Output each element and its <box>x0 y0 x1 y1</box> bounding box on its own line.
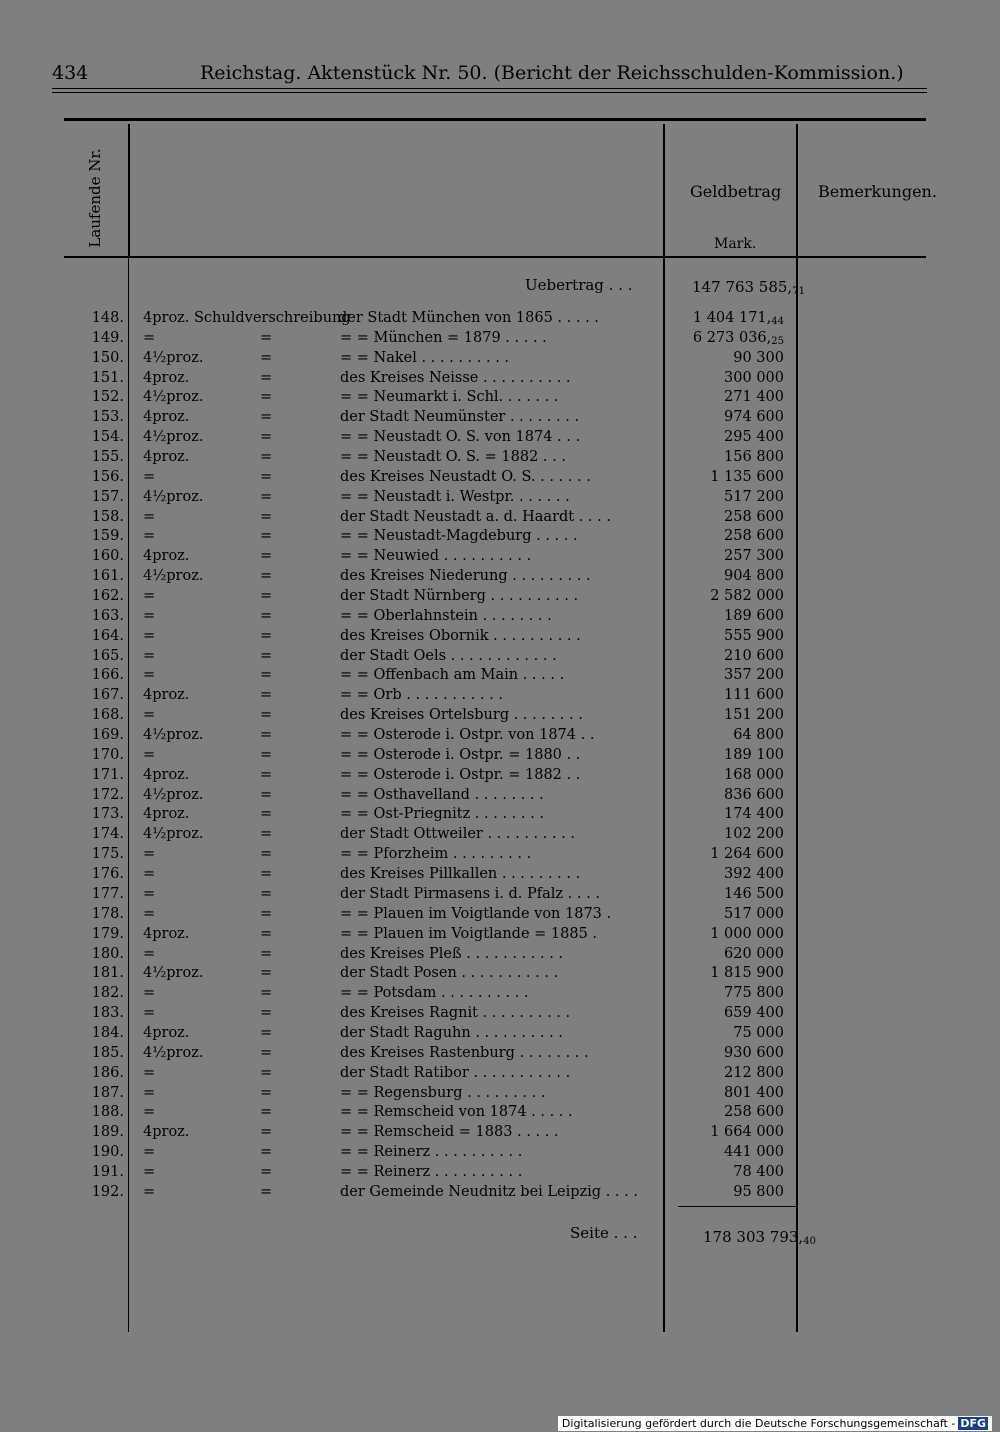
row-description: = = Regensburg . . . . . . . . . <box>340 1084 546 1101</box>
row-number: 150. <box>91 349 124 366</box>
row-interest-rate: = <box>143 468 156 485</box>
row-amount: 258 600 <box>724 1104 784 1121</box>
row-number: 184. <box>91 1024 124 1041</box>
row-interest-rate: = <box>143 846 156 863</box>
row-amount: 517 200 <box>724 488 784 505</box>
row-amount: 300 000 <box>724 369 784 386</box>
table-row <box>0 350 1000 370</box>
row-type: = <box>260 826 273 843</box>
row-description: der Stadt Posen . . . . . . . . . . . <box>340 965 559 982</box>
row-interest-rate: = <box>143 866 156 883</box>
row-interest-rate: 4proz. <box>143 310 190 326</box>
uebertrag-label: Uebertrag . . . <box>525 276 633 294</box>
row-type: = <box>260 846 273 863</box>
row-amount: 174 400 <box>724 806 784 823</box>
row-interest-rate: = <box>143 329 156 346</box>
table-row <box>0 1164 1000 1184</box>
row-type: = <box>260 1064 273 1081</box>
table-row <box>0 1184 1000 1204</box>
row-interest-rate: = <box>143 945 156 962</box>
header-rule-2 <box>52 92 927 93</box>
header-rule <box>52 88 927 89</box>
row-amount: 801 400 <box>724 1084 784 1101</box>
row-amount: 210 600 <box>724 647 784 664</box>
row-amount: 102 200 <box>724 826 784 843</box>
table-row <box>0 489 1000 509</box>
row-description: = = Oberlahnstein . . . . . . . . <box>340 607 552 624</box>
row-number: 164. <box>91 627 124 644</box>
table-row <box>0 370 1000 390</box>
row-amount: 1 664 000 <box>710 1124 784 1141</box>
row-amount: 75 000 <box>733 1024 784 1041</box>
row-number: 179. <box>91 925 124 942</box>
table-row <box>0 389 1000 409</box>
row-amount: 6 273 $036,_{25}$ <box>692 329 784 347</box>
row-number: 180. <box>91 945 124 962</box>
table-row <box>0 310 1000 330</box>
row-interest-rate: = <box>143 627 156 644</box>
row-type: = <box>260 1084 273 1101</box>
row-interest-rate: 4proz. <box>143 449 190 466</box>
row-type: = <box>260 1104 273 1121</box>
row-amount: 212 800 <box>724 1064 784 1081</box>
table-row <box>0 1005 1000 1025</box>
row-number: 165. <box>91 647 124 664</box>
row-description: = = Neustadt O. S. von 1874 . . . <box>340 429 581 446</box>
row-description: der Stadt Ottweiler . . . . . . . . . . <box>340 826 576 843</box>
table-row <box>0 509 1000 529</box>
row-interest-rate: 4½proz. <box>143 786 204 803</box>
table-row <box>0 747 1000 767</box>
row-description: = = Neustadt-Magdeburg . . . . . <box>340 528 578 545</box>
row-number: 192. <box>91 1183 124 1200</box>
row-type: = <box>260 1124 273 1141</box>
row-interest-rate: = <box>143 607 156 624</box>
row-number: 191. <box>91 1163 124 1180</box>
row-description: = = Nakel . . . . . . . . . . <box>340 349 510 366</box>
row-amount: 146 500 <box>724 885 784 902</box>
table-top-rule <box>64 118 926 121</box>
row-type: = <box>260 1005 273 1022</box>
row-type: = <box>260 647 273 664</box>
row-number: 157. <box>91 488 124 505</box>
row-interest-rate: = <box>143 1144 156 1161</box>
table-row <box>0 1124 1000 1144</box>
row-number: 173. <box>91 806 124 823</box>
table-row <box>0 1085 1000 1105</box>
row-description: = = Osthavelland . . . . . . . . <box>340 786 544 803</box>
row-amount: 111 600 <box>724 687 784 704</box>
row-type: Schuldverschreibung <box>194 310 351 326</box>
row-amount: 904 800 <box>724 568 784 585</box>
row-amount: 168 000 <box>724 766 784 783</box>
row-number: 154. <box>91 429 124 446</box>
row-number: 160. <box>91 548 124 565</box>
row-amount: 1 264 600 <box>710 846 784 863</box>
row-description: der Stadt Raguhn . . . . . . . . . . <box>340 1024 563 1041</box>
row-interest-rate: 4½proz. <box>143 727 204 744</box>
table-row <box>0 926 1000 946</box>
table-row <box>0 1065 1000 1085</box>
seite-amount: 178 303 $793,_{40}$ <box>703 1228 816 1247</box>
row-description: = = Orb . . . . . . . . . . . <box>340 687 504 704</box>
row-amount: 189 600 <box>724 607 784 624</box>
row-number: 155. <box>91 449 124 466</box>
row-type: = <box>260 727 273 744</box>
row-type: = <box>260 449 273 466</box>
row-number: 190. <box>91 1144 124 1161</box>
row-number: 151. <box>91 369 124 386</box>
row-type: = <box>260 627 273 644</box>
row-amount: 659 400 <box>724 1005 784 1022</box>
row-type: = <box>260 667 273 684</box>
row-interest-rate: = <box>143 1104 156 1121</box>
table-row <box>0 886 1000 906</box>
row-interest-rate: = <box>143 1183 156 1200</box>
dfg-logo: DFG <box>960 1417 986 1430</box>
row-interest-rate: 4proz. <box>143 1024 190 1041</box>
row-number: 159. <box>91 528 124 545</box>
seite-label: Seite . . . <box>570 1224 638 1242</box>
row-type: = <box>260 866 273 883</box>
row-description: der Stadt München von 1865 . . . . . <box>338 310 599 326</box>
row-type: = <box>260 528 273 545</box>
row-amount: 974 600 <box>724 409 784 426</box>
row-description: = = Osterode i. Ostpr. = 1880 . . <box>340 746 581 763</box>
row-interest-rate: 4½proz. <box>143 488 204 505</box>
row-description: des Kreises Neustadt O. S. . . . . . . <box>340 468 591 485</box>
table-row <box>0 1104 1000 1124</box>
row-interest-rate: = <box>143 1163 156 1180</box>
table-row <box>0 588 1000 608</box>
row-description: der Stadt Ratibor . . . . . . . . . . . <box>340 1064 571 1081</box>
row-type: = <box>260 945 273 962</box>
row-description: des Kreises Ragnit . . . . . . . . . . <box>340 1005 571 1022</box>
row-number: 187. <box>91 1084 124 1101</box>
row-type: = <box>260 786 273 803</box>
row-interest-rate: = <box>143 1064 156 1081</box>
row-amount: 189 100 <box>724 746 784 763</box>
row-amount: 392 400 <box>724 866 784 883</box>
table-row <box>0 608 1000 628</box>
row-number: 171. <box>91 766 124 783</box>
row-type: = <box>260 707 273 724</box>
row-type: = <box>260 607 273 624</box>
table-row <box>0 667 1000 687</box>
table-row <box>0 946 1000 966</box>
row-type: = <box>260 687 273 704</box>
row-interest-rate: 4½proz. <box>143 568 204 585</box>
row-number: 167. <box>91 687 124 704</box>
row-number: 170. <box>91 746 124 763</box>
table-row <box>0 985 1000 1005</box>
row-type: = <box>260 468 273 485</box>
table-row <box>0 1144 1000 1164</box>
row-type: = <box>260 1144 273 1161</box>
row-number: 166. <box>91 667 124 684</box>
row-type: = <box>260 1024 273 1041</box>
row-amount: 836 600 <box>724 786 784 803</box>
row-number: 156. <box>91 468 124 485</box>
row-amount: 1 135 600 <box>710 468 784 485</box>
table-row <box>0 528 1000 548</box>
row-amount: 555 900 <box>724 627 784 644</box>
row-number: 182. <box>91 985 124 1002</box>
table-body <box>0 310 1000 1204</box>
row-description: = = Remscheid = 1883 . . . . . <box>340 1124 559 1141</box>
row-description: = = Plauen im Voigtlande = 1885 . <box>340 925 598 942</box>
row-number: 174. <box>91 826 124 843</box>
row-number: 175. <box>91 846 124 863</box>
table-row <box>0 826 1000 846</box>
row-type: = <box>260 508 273 525</box>
row-number: 178. <box>91 905 124 922</box>
row-type: = <box>260 1183 273 1200</box>
header-bemerkungen: Bemerkungen. <box>818 182 937 201</box>
row-interest-rate: 4proz. <box>143 806 190 823</box>
row-number: 176. <box>91 866 124 883</box>
row-type: = <box>260 488 273 505</box>
row-type: = <box>260 985 273 1002</box>
row-number: 148. <box>91 310 124 326</box>
row-number: 149. <box>91 329 124 346</box>
table-row <box>0 767 1000 787</box>
row-description: des Kreises Pillkallen . . . . . . . . . <box>340 866 581 883</box>
table-row <box>0 707 1000 727</box>
table-row <box>0 568 1000 588</box>
row-interest-rate: 4proz. <box>143 687 190 704</box>
table-row <box>0 727 1000 747</box>
row-description: des Kreises Niederung . . . . . . . . . <box>340 568 591 585</box>
row-description: der Stadt Neustadt a. d. Haardt . . . . <box>340 508 611 525</box>
row-amount: 258 600 <box>724 528 784 545</box>
row-number: 189. <box>91 1124 124 1141</box>
row-interest-rate: 4proz. <box>143 766 190 783</box>
col-divider-1 <box>128 124 130 258</box>
row-description: = = München = 1879 . . . . . <box>340 329 547 346</box>
row-description: = = Offenbach am Main . . . . . <box>340 667 565 684</box>
row-interest-rate: 4½proz. <box>143 429 204 446</box>
row-number: 169. <box>91 727 124 744</box>
row-type: = <box>260 905 273 922</box>
row-interest-rate: 4proz. <box>143 369 190 386</box>
row-description: der Stadt Oels . . . . . . . . . . . . <box>340 647 557 664</box>
row-number: 162. <box>91 588 124 605</box>
row-interest-rate: = <box>143 885 156 902</box>
row-interest-rate: 4½proz. <box>143 349 204 366</box>
row-description: der Stadt Neumünster . . . . . . . . <box>340 409 580 426</box>
row-type: = <box>260 885 273 902</box>
row-interest-rate: = <box>143 1005 156 1022</box>
table-row <box>0 787 1000 807</box>
page-title: Reichstag. Aktenstück Nr. 50. (Bericht der Reichsschulden-Kommission.) <box>200 62 904 84</box>
row-interest-rate: = <box>143 746 156 763</box>
row-amount: 1 404 $171,_{44}$ <box>692 310 784 327</box>
table-row <box>0 1025 1000 1045</box>
row-amount: 1 000 000 <box>710 925 784 942</box>
row-interest-rate: 4proz. <box>143 409 190 426</box>
row-interest-rate: = <box>143 528 156 545</box>
row-amount: 258 600 <box>724 508 784 525</box>
row-number: 172. <box>91 786 124 803</box>
row-description: = = Osterode i. Ostpr. von 1874 . . <box>340 727 595 744</box>
row-amount: 441 000 <box>724 1144 784 1161</box>
row-type: = <box>260 925 273 942</box>
row-amount: 64 800 <box>733 727 784 744</box>
row-amount: 151 200 <box>724 707 784 724</box>
row-type: = <box>260 548 273 565</box>
row-type: = <box>260 1163 273 1180</box>
uebertrag-amount: 147 763 $585,_{71}$ <box>692 278 805 297</box>
row-description: des Kreises Neisse . . . . . . . . . . <box>340 369 571 386</box>
row-interest-rate: = <box>143 667 156 684</box>
row-amount: 90 300 <box>733 349 784 366</box>
table-row <box>0 469 1000 489</box>
row-description: des Kreises Rastenburg . . . . . . . . <box>340 1044 589 1061</box>
row-type: = <box>260 389 273 406</box>
table-row <box>0 846 1000 866</box>
header-mark-unit: Mark. <box>714 236 757 252</box>
row-number: 186. <box>91 1064 124 1081</box>
row-interest-rate: 4proz. <box>143 925 190 942</box>
row-interest-rate: 4½proz. <box>143 965 204 982</box>
table-row <box>0 548 1000 568</box>
row-type: = <box>260 369 273 386</box>
table-row <box>0 648 1000 668</box>
row-description: = = Potsdam . . . . . . . . . . <box>340 985 529 1002</box>
row-type: = <box>260 349 273 366</box>
row-type: = <box>260 429 273 446</box>
row-description: = = Neustadt i. Westpr. . . . . . . <box>340 488 570 505</box>
row-interest-rate: = <box>143 1084 156 1101</box>
row-description: der Gemeinde Neudnitz bei Leipzig . . . . <box>340 1183 638 1200</box>
row-number: 153. <box>91 409 124 426</box>
row-description: = = Neuwied . . . . . . . . . . <box>340 548 532 565</box>
row-interest-rate: 4proz. <box>143 1124 190 1141</box>
table-row <box>0 1045 1000 1065</box>
row-description: des Kreises Obornik . . . . . . . . . . <box>340 627 581 644</box>
row-number: 158. <box>91 508 124 525</box>
row-type: = <box>260 409 273 426</box>
table-row <box>0 906 1000 926</box>
row-amount: 775 800 <box>724 985 784 1002</box>
row-amount: 295 400 <box>724 429 784 446</box>
row-number: 152. <box>91 389 124 406</box>
row-interest-rate: = <box>143 588 156 605</box>
row-number: 161. <box>91 568 124 585</box>
row-number: 185. <box>91 1044 124 1061</box>
row-amount: 357 200 <box>724 667 784 684</box>
row-type: = <box>260 806 273 823</box>
row-amount: 930 600 <box>724 1044 784 1061</box>
row-amount: 517 000 <box>724 905 784 922</box>
row-interest-rate: 4½proz. <box>143 826 204 843</box>
table-row <box>0 409 1000 429</box>
row-amount: 95 800 <box>733 1183 784 1200</box>
table-row <box>0 330 1000 350</box>
digitization-footer: Digitalisierung gefördert durch die Deutsche Forschungsgemeinschaft - DFG <box>558 1416 992 1431</box>
table-row <box>0 866 1000 886</box>
row-amount: 2 582 000 <box>710 588 784 605</box>
table-row <box>0 449 1000 469</box>
row-interest-rate: 4proz. <box>143 548 190 565</box>
table-row <box>0 965 1000 985</box>
seite-rule <box>678 1206 796 1207</box>
row-interest-rate: = <box>143 508 156 525</box>
row-description: = = Neumarkt i. Schl. . . . . . . <box>340 389 559 406</box>
row-number: 177. <box>91 885 124 902</box>
table-row <box>0 628 1000 648</box>
row-interest-rate: = <box>143 985 156 1002</box>
row-description: = = Neustadt O. S. = 1882 . . . <box>340 449 566 466</box>
page-number: 434 <box>52 62 89 84</box>
row-amount: 620 000 <box>724 945 784 962</box>
row-type: = <box>260 766 273 783</box>
table-row <box>0 687 1000 707</box>
row-amount: 257 300 <box>724 548 784 565</box>
row-description: = = Reinerz . . . . . . . . . . <box>340 1163 523 1180</box>
row-description: = = Ost-Priegnitz . . . . . . . . <box>340 806 544 823</box>
row-description: der Stadt Nürnberg . . . . . . . . . . <box>340 588 579 605</box>
row-amount: 271 400 <box>724 389 784 406</box>
row-interest-rate: 4½proz. <box>143 389 204 406</box>
row-description: des Kreises Pleß . . . . . . . . . . . <box>340 945 564 962</box>
row-description: der Stadt Pirmasens i. d. Pfalz . . . . <box>340 885 600 902</box>
row-description: = = Remscheid von 1874 . . . . . <box>340 1104 573 1121</box>
row-number: 183. <box>91 1005 124 1022</box>
row-number: 181. <box>91 965 124 982</box>
row-interest-rate: = <box>143 707 156 724</box>
row-description: = = Reinerz . . . . . . . . . . <box>340 1144 523 1161</box>
row-description: des Kreises Ortelsburg . . . . . . . . <box>340 707 583 724</box>
table-row <box>0 806 1000 826</box>
row-amount: 78 400 <box>733 1163 784 1180</box>
row-interest-rate: = <box>143 647 156 664</box>
row-number: 168. <box>91 707 124 724</box>
row-type: = <box>260 588 273 605</box>
row-amount: 1 815 900 <box>710 965 784 982</box>
row-type: = <box>260 1044 273 1061</box>
row-type: = <box>260 329 273 346</box>
row-interest-rate: 4½proz. <box>143 1044 204 1061</box>
row-description: = = Osterode i. Ostpr. = 1882 . . <box>340 766 581 783</box>
row-type: = <box>260 568 273 585</box>
row-type: = <box>260 746 273 763</box>
header-laufende-nr: Laufende Nr. <box>86 147 104 248</box>
row-number: 163. <box>91 607 124 624</box>
row-interest-rate: = <box>143 905 156 922</box>
row-amount: 156 800 <box>724 449 784 466</box>
header-geldbetrag: Geldbetrag <box>690 182 782 201</box>
row-description: = = Plauen im Voigtlande von 1873 . <box>340 905 612 922</box>
table-row <box>0 429 1000 449</box>
row-number: 188. <box>91 1104 124 1121</box>
row-type: = <box>260 965 273 982</box>
row-description: = = Pforzheim . . . . . . . . . <box>340 846 532 863</box>
